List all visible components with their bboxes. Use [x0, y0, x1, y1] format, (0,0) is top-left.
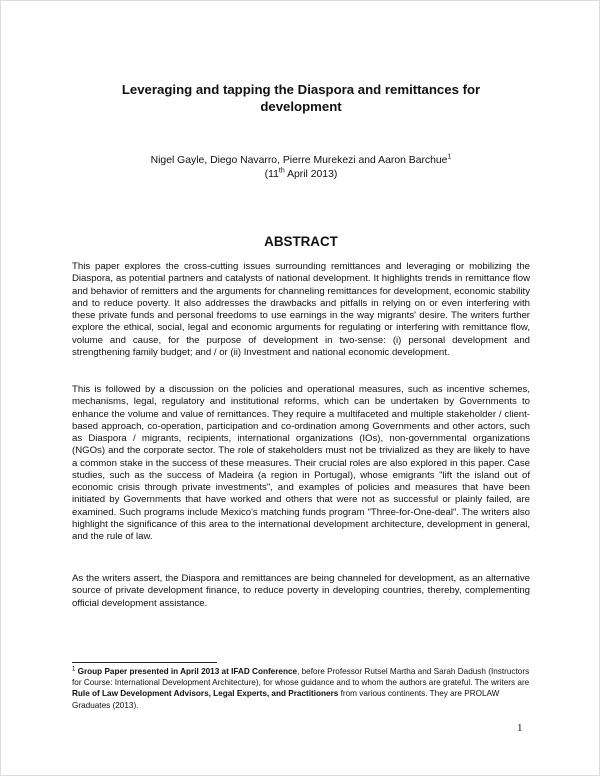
footnote-mark: 1: [72, 666, 76, 673]
page-number: 1: [517, 722, 523, 734]
abstract-paragraph-3: As the writers assert, the Diaspora and remittances are being channeled for development, as an alternative source of private development finance, to reduce poverty in developing countries, thereby, complementing official development assistance.: [72, 573, 530, 609]
date-close: April 2013): [284, 169, 338, 180]
author-names: Nigel Gayle, Diego Navarro, Pierre Murekezi and Aaron Barchue: [150, 155, 448, 166]
abstract-paragraph-1: This paper explores the cross-cutting issues surrounding remittances and leveraging or mobilizing the Diaspora, as potential partners and catalysts of national development. It highlights trends in remittance flow and behavior of remitters and the arguments for channeling remittances for development, economic stability and to reduce poverty. It also addresses the drawbacks and pitfalls in relying on or even interfering with these private funds and personal freedoms to use earnings in the way migrants' desire. The writers further explore the ethical, social, legal and economic arguments for regulating or interfering with remittance flow, volume and cause, for the purpose of development in two-sense: (i) personal development and strengthening family budget; and / or (ii) Investment and national economic development.: [72, 261, 530, 358]
footnote: [72, 666, 530, 711]
abstract-heading: ABSTRACT: [264, 234, 338, 249]
paper-title: Leveraging and tapping the Diaspora and remittances for development: [121, 82, 481, 114]
date-open: (11: [264, 169, 279, 180]
footnote-text-1: , before Professor Rutsel Martha and Sarah Dadush (Instructors for Course: International Development Architecture), for whose guidance and to whom the authors are grateful. The writers are: [72, 667, 530, 688]
author-footnote-mark: 1: [447, 153, 452, 161]
date-ordinal-suffix: th: [278, 167, 285, 175]
abstract-paragraph-2: This is followed by a discussion on the policies and operational measures, such as incentive schemes, mechanisms, legal, regulatory and institutional reforms, which can be undertaken by Governments to enhance the volume and value of remittances. They require a multifaceted and multiple stakeholder / client-based approach, co-operation, participation and co-ordination among Governments and other actors, such as Diaspora / migrants, recipients, international organizations (IOs), non-governmental organizations (NGOs) and the corporate sector. The role of stakeholders must not be trivialized as they are likely to have a common stake in the success of these measures. Their crucial roles are also explored in this paper. Case studies, such as the success of Madeira (a region in Portugal), whose emigrants "lift the island out of economic crisis through private investments", and examples of policies and measures that have been initiated by Governments that have worked and others that were not as successful or plainly failed, are examined. Such programs include Mexico's matching funds program "Three-for-One-deal". The writers also highlight the significance of this area to the international development architecture, development in general, and the rule of law.: [72, 384, 530, 542]
author-line: [61, 154, 541, 168]
publication-date: [61, 168, 541, 182]
footnote-divider: [72, 662, 217, 663]
footnote-text-2: from various continents. They are PROLAW Graduates (2013).: [72, 689, 500, 710]
footnote-bold-1: Group Paper presented in April 2013 at IFAD Conference: [77, 667, 298, 676]
footnote-bold-2: Rule of Law Development Advisors, Legal Experts, and Practitioners: [72, 689, 339, 699]
